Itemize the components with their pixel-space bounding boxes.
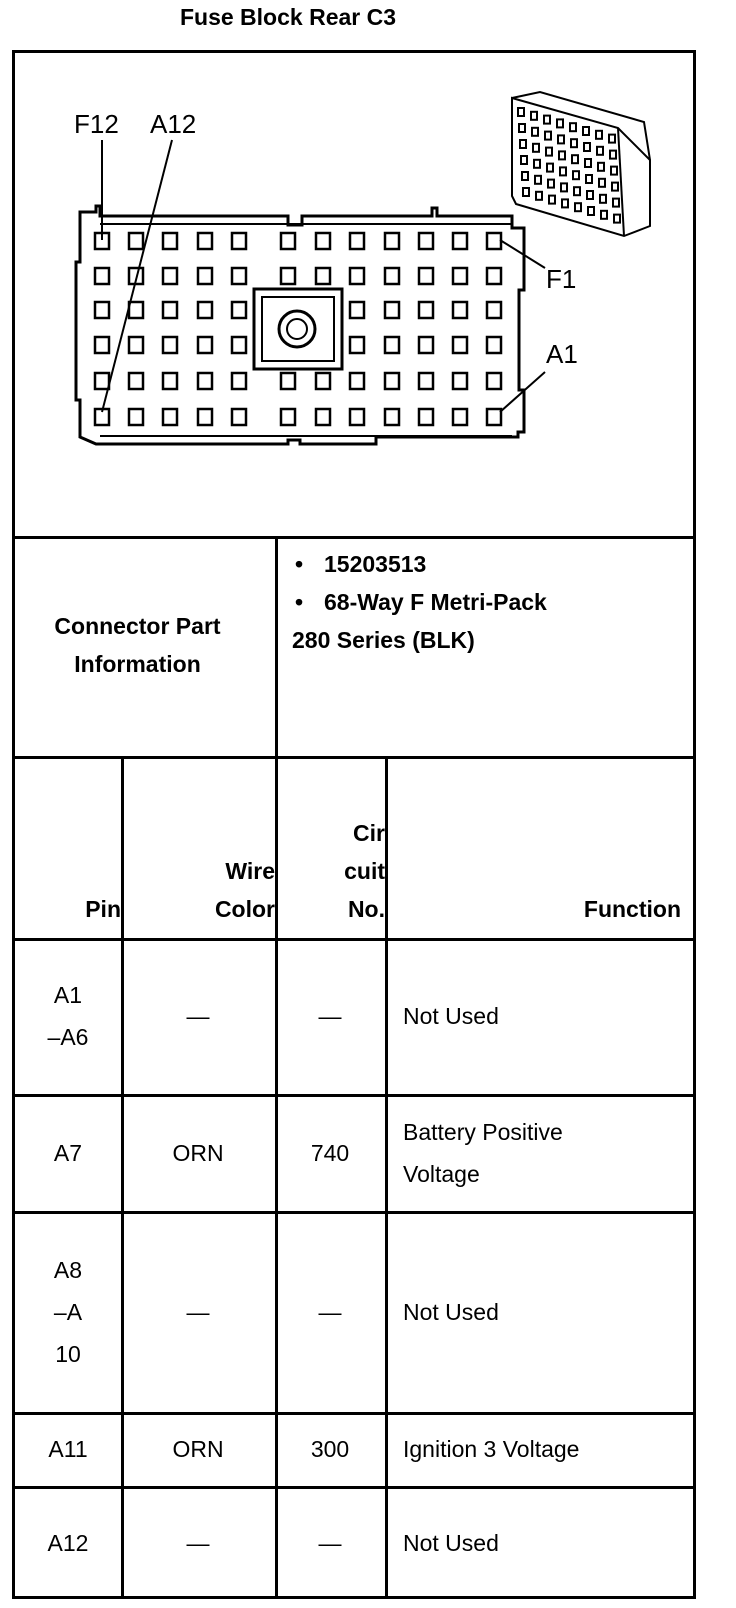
header-circuit-text-1: Cir xyxy=(353,820,385,846)
part-number-line xyxy=(280,545,547,583)
pin-cell xyxy=(15,1412,121,1486)
header-wire-color xyxy=(121,756,275,938)
pin-cell-line: –A xyxy=(53,1298,83,1325)
pin-cell xyxy=(15,1094,121,1211)
wire-color-cell-line: ORN xyxy=(172,1436,224,1462)
wire-color-cell-line: — xyxy=(186,1003,210,1029)
bullet-icon: • xyxy=(294,589,304,615)
header-function xyxy=(385,756,681,938)
wire-color-cell-line: — xyxy=(186,1298,210,1325)
circuit-cell-line: — xyxy=(318,1003,342,1029)
label-a1: A1 xyxy=(546,339,578,369)
function-cell-line: Voltage xyxy=(403,1160,480,1187)
header-wire-text: Wire xyxy=(225,858,275,884)
bullet-icon: • xyxy=(294,551,304,577)
desc-line xyxy=(280,583,547,621)
circuit-cell xyxy=(275,1486,385,1599)
function-cell-line: Ignition 3 Voltage xyxy=(403,1436,580,1462)
wire-color-cell xyxy=(121,1211,275,1412)
header-pin xyxy=(15,756,121,938)
wire-color-cell xyxy=(121,1486,275,1599)
circuit-cell-line: — xyxy=(318,1529,342,1556)
header-function-text: Function xyxy=(583,896,681,922)
function-cell-line: Not Used xyxy=(403,1529,499,1556)
function-cell xyxy=(385,1211,681,1412)
wire-color-cell xyxy=(121,938,275,1094)
header-circuit-text-3: No. xyxy=(347,896,385,922)
connector-info-label-line2: Information xyxy=(74,650,201,677)
header-color-text: Color xyxy=(214,896,275,922)
page-title: Fuse Block Rear C3 xyxy=(179,4,397,30)
function-cell-line: Not Used xyxy=(403,1003,499,1029)
pin-cell-line: A7 xyxy=(53,1139,83,1166)
circuit-cell-line: 300 xyxy=(310,1436,350,1462)
connector-info-label xyxy=(15,536,260,753)
pin-cell-line: A12 xyxy=(47,1529,89,1556)
function-cell xyxy=(385,938,681,1094)
function-cell-line: Not Used xyxy=(403,1298,499,1325)
circuit-cell xyxy=(275,1211,385,1412)
pin-cell-line: 10 xyxy=(55,1340,81,1367)
function-cell xyxy=(385,1412,681,1486)
pin-cell-line: A1 xyxy=(53,982,83,1008)
pin-cell-line: A11 xyxy=(48,1436,88,1462)
connector-info-details xyxy=(280,545,547,659)
circuit-cell xyxy=(275,1094,385,1211)
circuit-cell-line: — xyxy=(318,1298,342,1325)
circuit-cell-line: 740 xyxy=(310,1139,350,1166)
pin-cell xyxy=(15,1211,121,1412)
pin-cell xyxy=(15,1486,121,1599)
wire-color-cell xyxy=(121,1094,275,1211)
wire-color-cell-line: — xyxy=(186,1529,210,1556)
pin-cell-line: A8 xyxy=(53,1256,83,1283)
connector-description: 68-Way F Metri-Pack xyxy=(324,589,547,615)
header-circuit-no xyxy=(275,756,385,938)
function-cell-line: Battery Positive xyxy=(403,1118,563,1145)
pin-cell xyxy=(15,938,121,1094)
label-f12: F12 xyxy=(74,109,119,139)
label-f1: F1 xyxy=(546,264,577,294)
wire-color-cell xyxy=(121,1412,275,1486)
connector-series: 280 Series (BLK) xyxy=(292,627,475,653)
function-cell xyxy=(385,1486,681,1599)
pin-cell-line: –A6 xyxy=(47,1024,89,1050)
part-number: 15203513 xyxy=(324,551,427,577)
header-circuit-text-2: cuit xyxy=(344,858,385,884)
circuit-cell xyxy=(275,1412,385,1486)
function-cell xyxy=(385,1094,681,1211)
header-pin-text: Pin xyxy=(85,896,121,922)
connector-info-label-line1: Connector Part xyxy=(54,612,221,639)
label-a12: A12 xyxy=(150,109,197,139)
wire-color-cell-line: ORN xyxy=(172,1139,224,1166)
circuit-cell xyxy=(275,938,385,1094)
